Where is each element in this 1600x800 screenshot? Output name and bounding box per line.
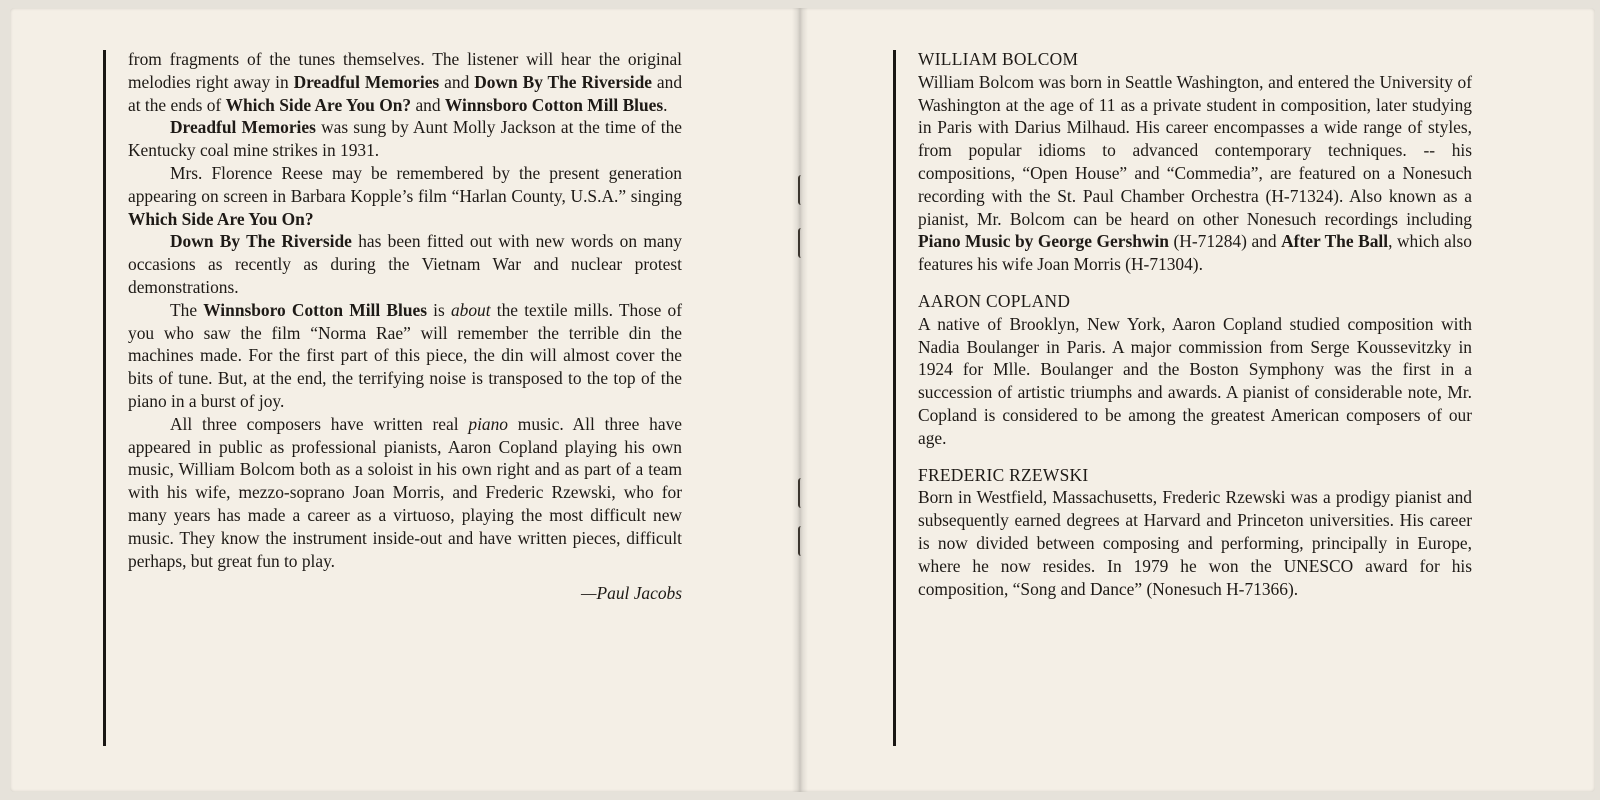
bold-title-text: Piano Music by George Gershwin (918, 231, 1169, 252)
body-paragraph (128, 48, 682, 116)
text-run: the textile mills. Those of you who saw the film “Norma Rae” will remember the terrible din the machines made. For the first part of this piece, the din will almost cover the bits of tune. But, at the end, the terrifying noise is transposed to the top of the piano in a burst of joy. (128, 299, 683, 411)
text-run: (H-71284) and (1168, 231, 1282, 252)
text-run: Mrs. Florence Reese may be remembered by the present generation appearing on screen in Barbara Kopple’s film “Harlan County, U.S.A.” singing (128, 162, 682, 206)
bold-title-text: Which Side Are You On? (128, 208, 314, 229)
composer-biographies (918, 48, 1472, 614)
composer-bio-section (918, 48, 1472, 276)
composer-name-heading: AARON COPLAND (918, 290, 1071, 311)
text-run: Born in Westfield, Massachusetts, Frederic Rzewski was a prodigy pianist and subsequently earned degrees at Harvard and Princeton universities. His career is now divided between composing and performing, principally in Europe, where he now resides. In 1979 he won the UNESCO award for his composition, “Song and Dance” (Nonesuch H-71366). (918, 487, 1472, 599)
body-paragraph (128, 162, 682, 230)
text-run: William Bolcom was born in Seattle Washington, and entered the University of Washington at the age of 11 as a private student in composition, later studying in Paris with Darius Milhaud. His career encompasses a wide range of styles, from popular idioms to advanced contemporary techniques. -- his compositions, “Open House” and “Commedia”, are featured on a Nonesuch recording with the St. Paul Chamber Orchestra (H-71324). Also known as a pianist, Mr. Bolcom can be heard on other Nonesuch recordings including (918, 71, 1472, 229)
bold-title-text: Dreadful Memories (170, 117, 316, 138)
composer-bio-text (918, 486, 1472, 600)
bold-title-text: Dreadful Memories (293, 71, 440, 92)
text-run: has been fitted out with new words on many occasions as recently as during the Vietnam War and nuclear protest demonstrations. (128, 231, 682, 297)
binding-staple (798, 228, 804, 258)
body-paragraph (128, 299, 682, 413)
book-gutter (792, 8, 808, 792)
italic-text: piano (468, 413, 508, 434)
bold-title-text: Down By The Riverside (474, 71, 652, 92)
text-run: and (411, 94, 445, 115)
liner-notes-text (128, 48, 682, 605)
italic-text: about (450, 299, 491, 320)
binding-staple (798, 526, 804, 556)
body-paragraph (128, 116, 682, 162)
bold-title-text: Winnsboro Cotton Mill Blues (444, 94, 664, 115)
text-run: All three composers have written real (170, 413, 469, 434)
binding-staple (798, 175, 804, 205)
text-run: from fragments of the tunes themselves. The listener will hear the original melodies right away in (128, 49, 682, 92)
text-run: and at the ends of (128, 71, 683, 115)
text-run: was sung by Aunt Molly Jackson at the time of the Kentucky coal mine strikes in 1931. (128, 117, 683, 161)
body-paragraph (128, 230, 682, 298)
bold-title-text: After The Ball (1281, 231, 1389, 252)
composer-bio-section (918, 464, 1472, 601)
binding-staple (798, 478, 804, 508)
text-run: is (426, 299, 451, 320)
composer-bio-text (918, 313, 1472, 450)
author-signature: —Paul Jacobs (581, 583, 682, 604)
body-paragraph (128, 413, 682, 573)
composer-name-heading: WILLIAM BOLCOM (918, 49, 1079, 69)
bold-title-text: Winnsboro Cotton Mill Blues (203, 299, 427, 320)
composer-name-heading: FREDERIC RZEWSKI (918, 464, 1089, 485)
right-margin-rule (893, 50, 896, 746)
bold-title-text: Down By The Riverside (170, 231, 352, 252)
text-run: , which also features his wife Joan Morris (H-71304). (918, 231, 1472, 275)
text-run: The (170, 299, 204, 320)
text-run: . (663, 94, 668, 115)
bold-title-text: Which Side Are You On? (225, 94, 412, 115)
left-margin-rule (103, 50, 106, 746)
composer-bio-section (918, 290, 1472, 450)
text-run: music. All three have appeared in public as professional pianists, Aaron Copland playing his own music, William Bolcom both as a soloist in his own right and as part of a team with his wife, mezzo-soprano Joan Morris, and Frederic Rzewski, who for many years has made a career as a virtuoso, playing the most difficult new music. They know the instrument inside-out and have written pieces, difficult perhaps, but great fun to play. (128, 413, 682, 571)
composer-bio-text (918, 71, 1472, 276)
text-run: A native of Brooklyn, New York, Aaron Copland studied composition with Nadia Boulanger in Paris. A major commission from Serge Koussevitzky in 1924 for Mlle. Boulanger and the Boston Symphony was the first in a succession of artistic triumphs and awards. A pianist of considerable note, Mr. Copland is considered to be among the greatest American composers of our age. (918, 313, 1472, 448)
text-run: and (439, 71, 475, 92)
